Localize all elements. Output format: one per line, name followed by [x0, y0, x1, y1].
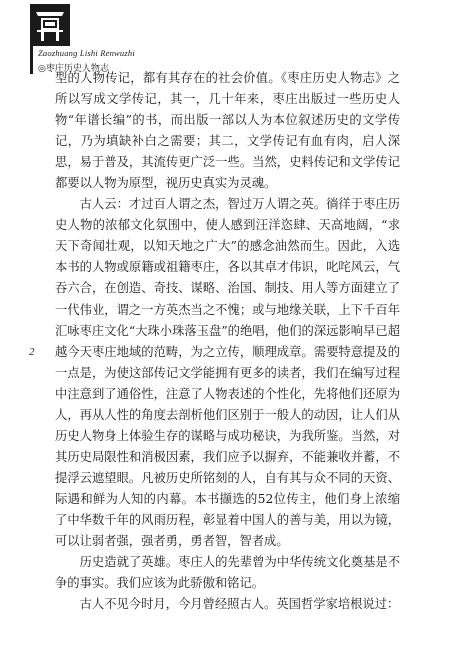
paragraph-continued: 型的人物传记，都有其存在的社会价值。《枣庄历史人物志》之所以写成文学传记，其一，几十年来，枣庄出版过一些历史人物“年谱长编”的书，而出版一部以人为本位叙述历史的文学传记，乃为填缺补白之需要；其二，文学传记有血有肉，启人深思，易于普及，其流传更广泛一些。当然，史料传记和文学传记都要以人物为原型，视历史真实为灵魂。 — [55, 71, 400, 191]
paragraph: 历史造就了英雄。枣庄人的先辈曾为中华传统文化奠基是不争的事实。我们应该为此骄傲和铭记。 — [55, 555, 400, 591]
series-title-chinese: ◎枣庄历史人物志 — [38, 64, 109, 74]
series-title-english: Zaozhuang Lishi Renwuzhi — [38, 48, 135, 58]
header-vertical-rule — [30, 4, 33, 74]
ding-vessel-logo-icon — [30, 4, 70, 50]
body-text — [55, 68, 400, 615]
paragraph: 古人云：才过百人谓之杰，智过万人谓之英。徜徉于枣庄历史人物的浓郁文化氛围中，使人感到汪洋恣肆、天高地阔，“求天下奇闻壮观，以知天地之广大”的感念油然而生。因此，入选本书的人物或原籍或祖籍枣庄，各以其卓才伟识，叱咤风云，气吞六合，在创造、奇技、谋略、治国、制技、用人等方面建立了一代伟业，谓之一方英杰当之不愧；或与地缘关联，上下千百年汇咏枣庄文化“大珠小珠落玉盘”的绝唱，他们的深远影响早已超越今天枣庄地域的范畴，为之立传，顺理成章。需要特意提及的一点是，为使这部传记文学能拥有更多的读者，我们在编写过程中注意到了通俗性，注意了人物表述的个性化，先将他们还原为人，再从人性的角度去剖析他们区别于一般人的动因，让人们从历史人物身上体验生存的谋略与成功秘诀，为我所鉴。当然，对其历史局限性和消极因素，我们应予以摒弃，不能兼收并蓄，不提浮云遮望眼。凡被历史所铭刻的人，自有其与众不同的天资、际遇和鲜为人知的内幕。本书撷选的52位传主，他们身上浓缩了中华数千年的风雨历程，彰显着中国人的善与美，用以为镜，可以让弱者强，强者勇，勇者智，智者成。 — [55, 197, 400, 549]
paragraph: 古人不见今时月，今月曾经照古人。英国哲学家培根说过： — [79, 597, 400, 612]
page-number: 2 — [29, 346, 35, 358]
running-header — [30, 4, 430, 76]
